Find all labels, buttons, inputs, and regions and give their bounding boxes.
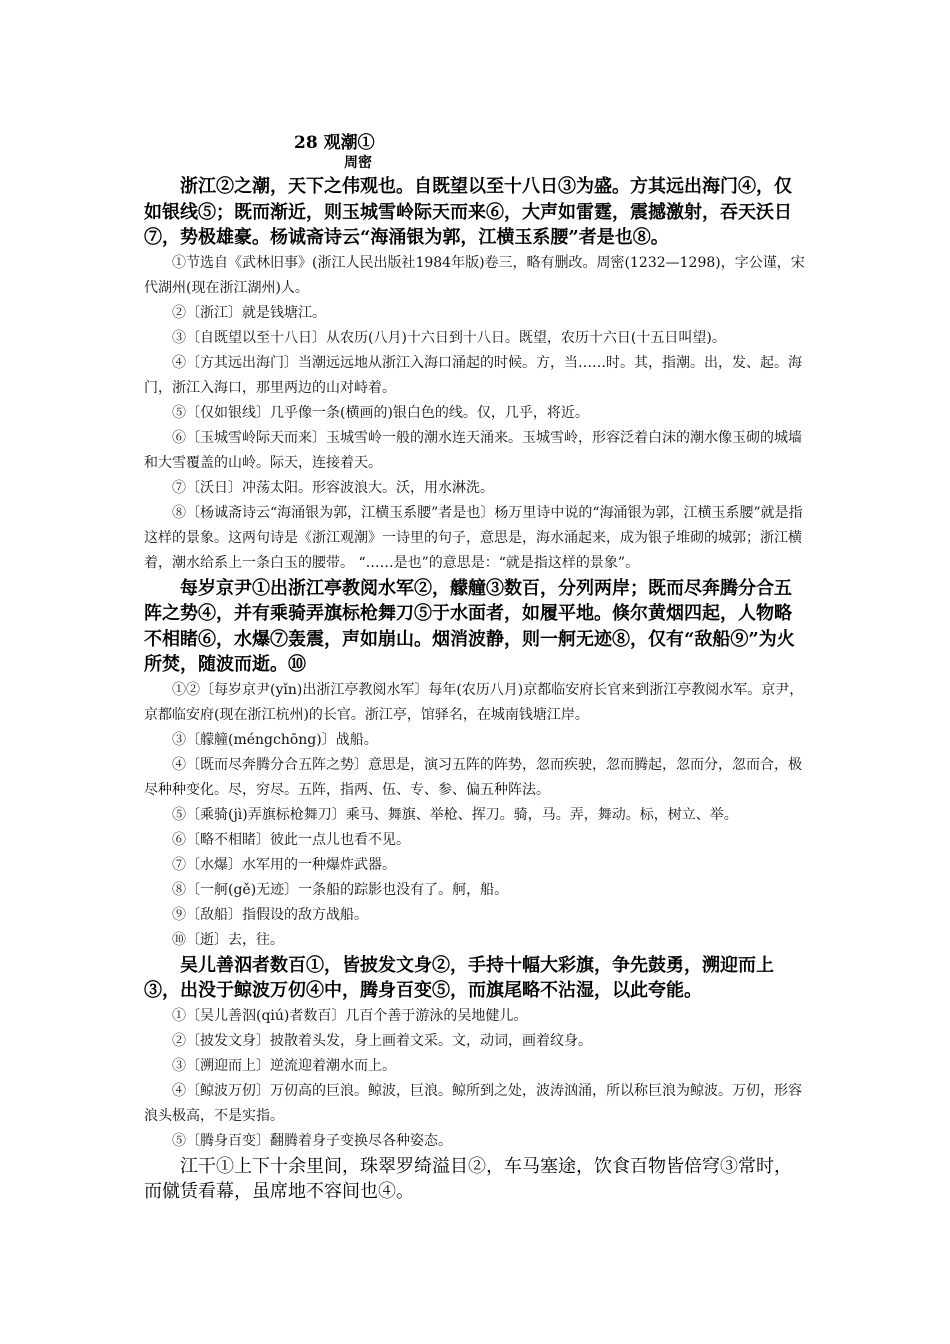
footnote: ③〔艨艟(méngchōng)〕战船。 [172, 731, 378, 748]
footnote: ⑨〔敌船〕指假设的敌方战船。 [172, 906, 368, 923]
footnote: ②〔浙江〕就是钱塘江。 [172, 304, 326, 321]
footnote: ⑤〔仅如银线〕几乎像一条(横画的)银白色的线。仅，几乎，将近。 [172, 404, 589, 421]
footnote: ⑦〔水爆〕水军用的一种爆炸武器。 [172, 856, 396, 873]
main-paragraph-2: 每岁京尹①出浙江亭教阅水军②，艨艟③数百，分列两岸；既而尽奔腾分合五阵之势④，并有乘骑弄旗标枪舞刀⑤于水面者，如履平地。倏尔黄烟四起，人物略不相睹⑥，水爆⑦轰震，声如崩山。烟消波静，则一舸无迹⑧，仅有“敌船⑨”为火所焚，随波而逝。⑩ [144, 577, 795, 675]
footnote: ②〔披发文身〕披散着头发，身上画着文采。文，动词，画着纹身。 [172, 1032, 592, 1049]
footnote: ③〔溯迎而上〕逆流迎着潮水而上。 [172, 1057, 396, 1074]
footnote: ①②〔每岁京尹(yǐn)出浙江亭教阅水军〕每年(农历八月)京都临安府长官来到浙江亭教阅水军。京尹，京都临安府(现在浙江杭州)的长官。浙江亭，馆驿名，在城南钱塘江岸。 [144, 681, 804, 723]
closing-paragraph: 江干①上下十余里间，珠翠罗绮溢目②，车马塞途，饮食百物皆倍穹③常时，而僦赁看幕，虽席地不容间也④。 [144, 1155, 792, 1202]
footnote: ④〔方其远出海门〕当潮远远地从浙江入海口涌起的时候。方，当……时。其，指潮。出，发、起。海门，浙江入海口，那里两边的山对峙着。 [144, 354, 802, 396]
footnote: ⑤〔腾身百变〕翻腾着身子变换尽各种姿态。 [172, 1132, 452, 1149]
main-paragraph-3: 吴儿善泅者数百①，皆披发文身②，手持十幅大彩旗，争先鼓勇，溯迎而上③，出没于鲸波万仞④中，腾身百变⑤，而旗尾略不沾湿，以此夸能。 [144, 954, 774, 1001]
footnote: ①节选自《武林旧事》(浙江人民出版社1984年版)卷三，略有删改。周密(1232—1298)，字公谨，宋代湖州(现在浙江湖州)人。 [144, 254, 805, 296]
footnote: ④〔鲸波万仞〕万仞高的巨浪。鲸波，巨浪。鲸所到之处，波涛汹涌，所以称巨浪为鲸波。万仞，形容浪头极高，不是实指。 [144, 1082, 802, 1124]
footnote: ⑤〔乘骑(jì)弄旗标枪舞刀〕乘马、舞旗、举枪、挥刀。骑，马。弄，舞动。标，树立、举。 [172, 806, 738, 823]
footnote: ⑧〔一舸(gě)无迹〕一条船的踪影也没有了。舸，船。 [172, 881, 509, 898]
main-paragraph-1: 浙江②之潮，天下之伟观也。自既望以至十八日③为盛。方其远出海门④，仅如银线⑤；既而渐近，则玉城雪岭际天而来⑥，大声如雷霆，震撼激射，吞天沃日⑦，势极雄豪。杨诚斋诗云“海涌银为郭，江横玉系腰”者是也⑧。 [144, 176, 792, 248]
footnote: ⑥〔玉城雪岭际天而来〕玉城雪岭一般的潮水连天涌来。玉城雪岭，形容泛着白沫的潮水像玉砌的城墙和大雪覆盖的山岭。际天，连接着天。 [144, 429, 802, 471]
footnote: ③〔自既望以至十八日〕从农历(八月)十六日到十八日。既望，农历十六日(十五日叫望)。 [172, 329, 726, 346]
footnote: ①〔吴儿善泅(qiú)者数百〕几百个善于游泳的吴地健儿。 [172, 1007, 528, 1024]
footnote: ⑧〔杨诚斋诗云“海涌银为郭，江横玉系腰”者是也〕杨万里诗中说的“海涌银为郭，江横玉系腰”就是指这样的景象。这两句诗是《浙江观潮》一诗里的句子，意思是，海水涌起来，成为银子堆砌的城郭；浙江横着，潮水给系上一条白玉的腰带。 “……是也”的意思是：“就是指这样的景象”。 [144, 504, 803, 571]
footnote: ⑦〔沃日〕冲荡太阳。形容波浪大。沃，用水淋洗。 [172, 479, 494, 496]
page-title: 28 观潮① [294, 133, 375, 153]
footnote: ⑥〔略不相睹〕彼此一点儿也看不见。 [172, 831, 410, 848]
author: 周密 [344, 155, 372, 171]
document-body [144, 174, 809, 1204]
footnote: ④〔既而尽奔腾分合五阵之势〕意思是，演习五阵的阵势，忽而疾驶，忽而腾起，忽而分，忽而合，极尽种种变化。尽，穷尽。五阵，指两、伍、专、参、偏五种阵法。 [144, 756, 802, 798]
footnote: ⑩〔逝〕去，往。 [172, 931, 284, 948]
